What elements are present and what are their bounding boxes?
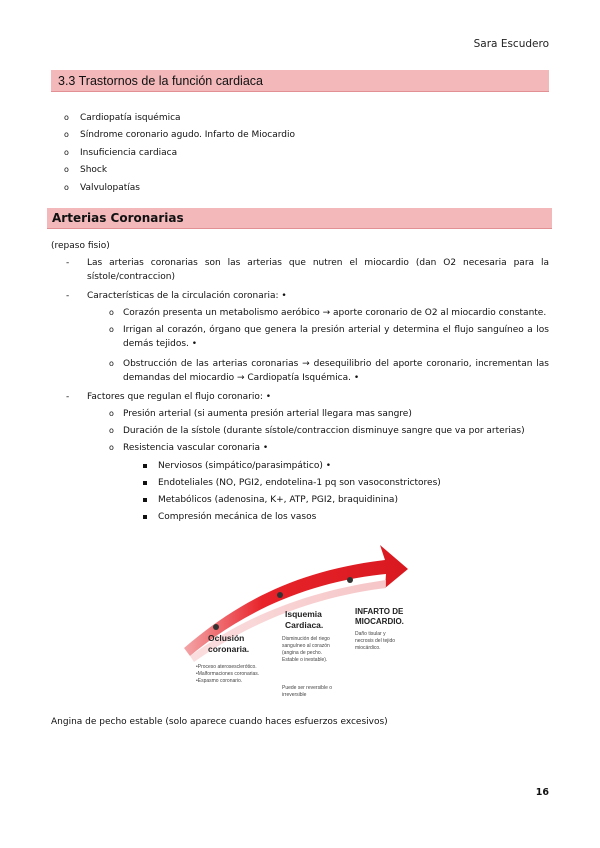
stage1-title: coronaria. — [208, 644, 250, 654]
stage-marker-icon — [277, 592, 283, 598]
author-name: Sara Escudero — [473, 38, 549, 50]
bullet-circle-icon: o — [109, 443, 114, 452]
stage2-detail: Disminución del riego — [282, 636, 330, 642]
stage2-detail: (angina de pecho. — [282, 650, 323, 656]
list-item: Cardiopatía isquémica — [80, 113, 181, 123]
intro-note: (repaso fisio) — [51, 241, 110, 251]
sub-item: Presión arterial (si aumenta presión arterial llegara mas sangre) — [123, 409, 412, 419]
bullet-dash-icon: - — [66, 258, 70, 268]
bullet-square-icon — [143, 515, 147, 519]
list-item: Shock — [80, 165, 108, 175]
stage2-title: Cardiaca. — [285, 620, 324, 630]
sub-item: Irrigan al corazón, órgano que genera la presión arterial y determina el flujo sanguíneo a los demás tejidos. • — [123, 325, 549, 349]
stage3-detail: miocárdico. — [355, 645, 381, 651]
section-heading-arterias: Arterias Coronarias — [47, 208, 552, 229]
stage2-detail: Estable o inestable). — [282, 657, 328, 663]
page-number: 16 — [535, 787, 549, 798]
stage-marker-icon — [347, 577, 353, 583]
bullet-circle-icon: o — [64, 148, 69, 157]
bullet-circle-icon: o — [64, 113, 69, 122]
bullet-circle-icon: o — [109, 325, 114, 334]
stage1-detail: •Malformaciones coronarias. — [196, 671, 260, 677]
stage3-detail: Daño tisular y — [355, 631, 386, 637]
bullet-paragraph: Factores que regulan el flujo coronario: • — [87, 392, 272, 402]
caption: Angina de pecho estable (solo aparece cuando haces esfuerzos excesivos) — [51, 717, 388, 727]
bullet-paragraph: Características de la circulación coronaria: • — [87, 291, 287, 301]
sub-item: Resistencia vascular coronaria • — [123, 443, 269, 453]
stage3-title: MIOCARDIO. — [355, 617, 404, 626]
list-item: Insuficiencia cardiaca — [80, 148, 178, 158]
sub-sub-item: Compresión mecánica de los vasos — [158, 512, 317, 522]
section-heading-trastornos: 3.3 Trastornos de la función cardiaca — [51, 70, 549, 92]
bullet-dash-icon: - — [66, 392, 70, 402]
bullet-circle-icon: o — [64, 165, 69, 174]
stage-marker-icon — [213, 624, 219, 630]
bullet-dash-icon: - — [66, 291, 70, 301]
list-item: Síndrome coronario agudo. Infarto de Miocardio — [80, 130, 296, 140]
bullet-circle-icon: o — [109, 426, 114, 435]
bullet-square-icon — [143, 481, 147, 485]
bullet-circle-icon: o — [64, 183, 69, 192]
list-item: Valvulopatías — [80, 183, 140, 193]
sub-sub-item: Endoteliales (NO, PGI2, endotelina-1 pq son vasoconstrictores) — [158, 478, 441, 488]
stage2-detail: sanguíneo al corazón — [282, 643, 330, 649]
bullet-circle-icon: o — [109, 409, 114, 418]
stage2-detail: Puede ser reversible o — [282, 685, 333, 691]
sub-sub-item: Metabólicos (adenosina, K+, ATP, PGI2, braquidinina) — [158, 495, 398, 505]
sub-item: Corazón presenta un metabolismo aeróbico → aporte coronario de O2 al miocardio constante. — [123, 308, 547, 318]
progression-diagram — [180, 530, 420, 720]
bullet-square-icon — [143, 498, 147, 502]
bullet-circle-icon: o — [109, 359, 114, 368]
bullet-paragraph: Las arterias coronarias son las arterias que nutren el miocardio (dan O2 necesaria para la sístole/contraccion) — [87, 258, 549, 282]
sub-item: Duración de la sístole (durante sístole/contraccion disminuye sangre que va por arterias) — [123, 426, 525, 436]
stage1-title: Oclusión — [208, 633, 245, 643]
stage1-detail: •Proceso aterosesclerótico. — [196, 664, 257, 670]
sub-sub-item: Nerviosos (simpático/parasimpático) • — [158, 461, 332, 471]
sub-item: Obstrucción de las arterias coronarias → desequilibrio del aporte coronario, incrementan las demandas del miocardio → Cardiopatía Isquémica. • — [123, 359, 549, 383]
stage3-title: INFARTO DE — [355, 607, 404, 616]
stage3-detail: necrosis del tejido — [355, 638, 396, 644]
stage1-detail: •Espasmo coronario. — [196, 678, 243, 684]
bullet-circle-icon: o — [109, 308, 114, 317]
stage2-title: Isquemia — [285, 609, 322, 619]
bullet-square-icon — [143, 464, 147, 468]
stage2-detail: irreversible — [282, 692, 307, 698]
bullet-circle-icon: o — [64, 130, 69, 139]
